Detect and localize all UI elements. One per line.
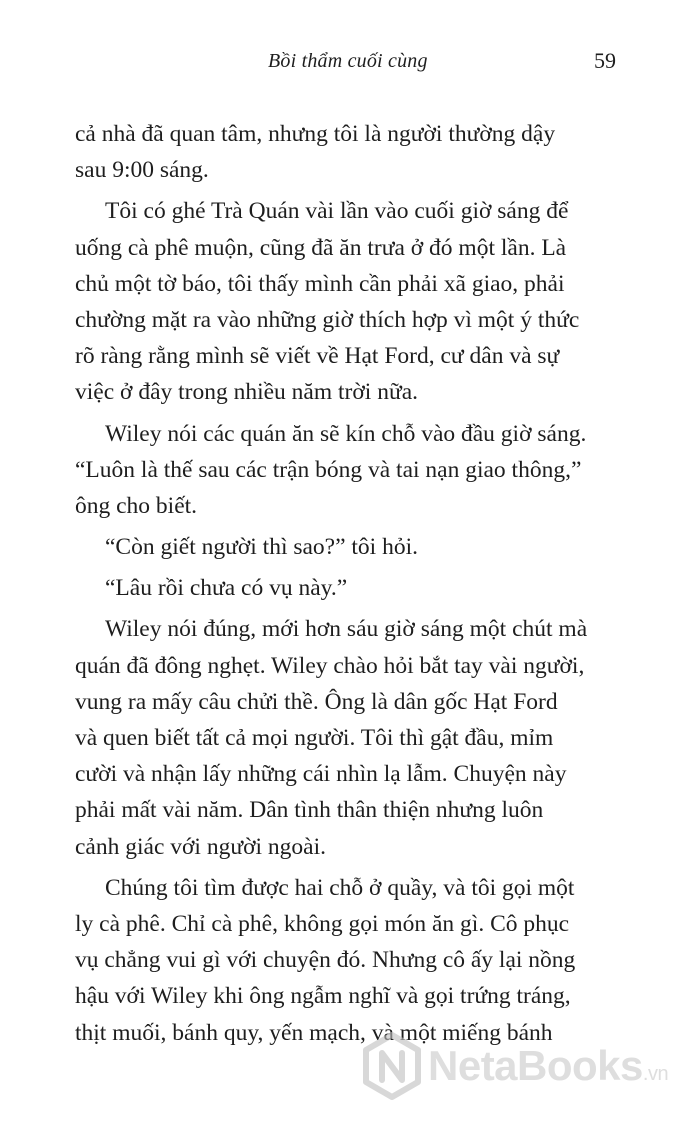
text-line: việc ở đây trong nhiều năm trời nữa.	[75, 379, 418, 406]
text-line: sau 9:00 sáng.	[75, 157, 209, 184]
text-line: Wiley nói đúng, mới hơn sáu giờ sáng một chút mà	[105, 616, 588, 643]
text-line: Wiley nói các quán ăn sẽ kín chỗ vào đầu giờ sáng.	[105, 420, 587, 447]
netabooks-logo-icon	[362, 1032, 422, 1100]
paragraph	[75, 193, 635, 410]
paragraph	[75, 116, 635, 188]
text-line: hậu với Wiley khi ông ngẫm nghĩ và gọi trứng tráng,	[75, 983, 571, 1010]
running-head	[0, 44, 700, 78]
text-line: phải mất vài năm. Dân tình thân thiện nhưng luôn	[75, 797, 544, 824]
body-text	[75, 116, 635, 1051]
paragraph	[75, 529, 635, 565]
running-title: Bồi thẩm cuối cùng	[268, 50, 428, 72]
text-line: chường mặt ra vào những giờ thích hợp vì một ý thức	[75, 306, 580, 333]
text-line: và quen biết tất cả mọi người. Tôi thì gật đầu, mỉm	[75, 725, 554, 751]
text-line: “Luôn là thế sau các trận bóng và tai nạn giao thông,”	[75, 456, 582, 483]
page-number: 59	[594, 48, 616, 73]
watermark	[362, 1028, 692, 1108]
paragraph	[75, 870, 635, 1051]
text-line: Tôi có ghé Trà Quán vài lần vào cuối giờ sáng để	[105, 198, 569, 225]
watermark-brand: NetaBooks	[428, 1042, 643, 1089]
text-line: “Lâu rồi chưa có vụ này.”	[105, 575, 348, 602]
text-line: rõ ràng rằng mình sẽ viết về Hạt Ford, cư dân và sự	[75, 343, 560, 370]
text-line: chủ một tờ báo, tôi thấy mình cần phải xã giao, phải	[75, 270, 565, 297]
text-line: vụ chẳng vui gì với chuyện đó. Nhưng cô ấy lại nồng	[75, 947, 576, 974]
paragraph	[75, 416, 635, 525]
text-line: Chúng tôi tìm được hai chỗ ở quầy, và tôi gọi một	[105, 874, 575, 901]
text-line: thịt muối, bánh quy, yến mạch, và một miếng bánh	[75, 1019, 553, 1046]
text-line: “Còn giết người thì sao?” tôi hỏi.	[105, 534, 418, 561]
watermark-text	[428, 1042, 668, 1090]
text-line: cảnh giác với người ngoài.	[75, 833, 326, 860]
watermark-suffix: .vn	[642, 1063, 669, 1085]
text-line: cười và nhận lấy những cái nhìn lạ lẫm. Chuyện này	[75, 761, 567, 788]
text-line: ly cà phê. Chỉ cà phê, không gọi món ăn gì. Cô phục	[75, 910, 570, 937]
text-line: cả nhà đã quan tâm, nhưng tôi là người thường dậy	[75, 121, 556, 147]
text-line: quán đã đông nghẹt. Wiley chào hỏi bắt tay vài người,	[75, 652, 585, 679]
paragraph	[75, 611, 635, 864]
paragraph	[75, 570, 635, 606]
text-line: uống cà phê muộn, cũng đã ăn trưa ở đó một lần. Là	[75, 234, 567, 261]
text-line: ông cho biết.	[75, 492, 198, 519]
text-line: vung ra mấy câu chửi thề. Ông là dân gốc Hạt Ford	[75, 688, 558, 715]
